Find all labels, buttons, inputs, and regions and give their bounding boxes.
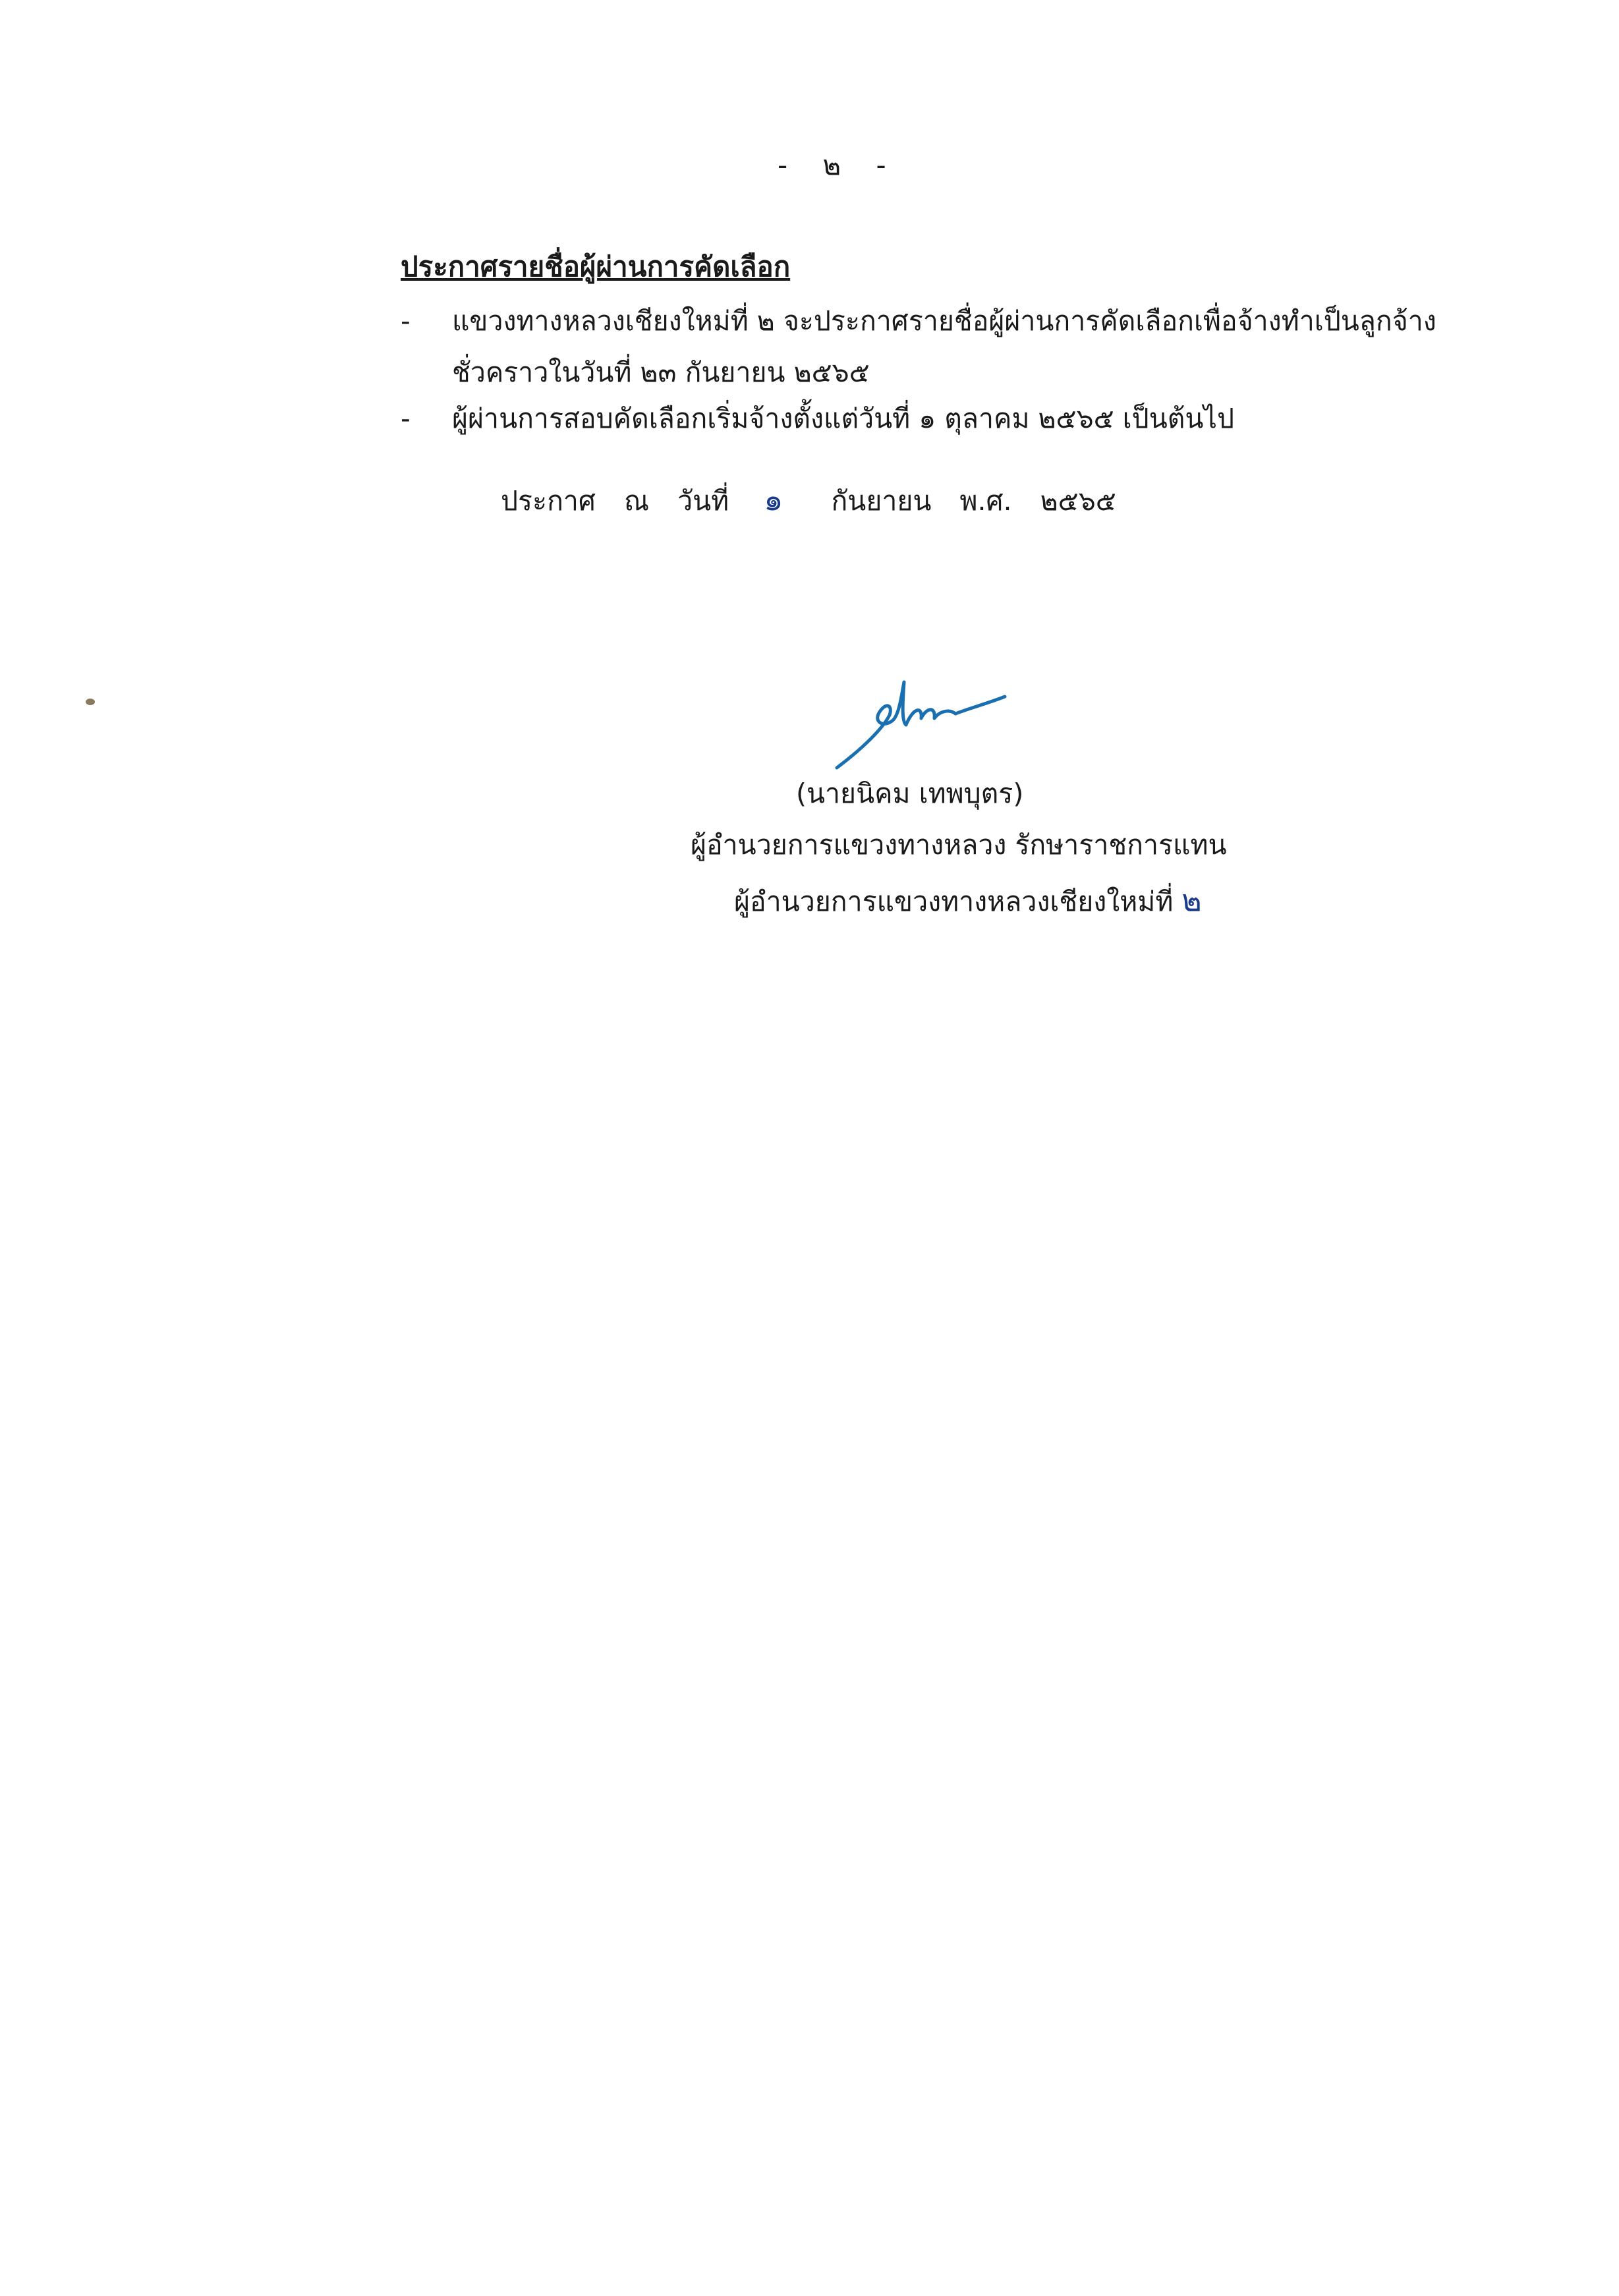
- signature-image: [824, 669, 1008, 781]
- signatory-position-2-text: ผู้อำนวยการแขวงทางหลวงเชียงใหม่ที่: [734, 886, 1174, 917]
- bullet-item-2-line-1: ผู้ผ่านการสอบคัดเลือกเริ่มจ้างตั้งแต่วันที่ ๑ ตุลาคม ๒๕๖๕ เป็นต้นไป: [452, 403, 1235, 434]
- issued-era: พ.ศ.: [959, 485, 1012, 517]
- issued-day-label: วันที่: [677, 485, 729, 517]
- bullet-item-1-line-1: แขวงทางหลวงเชียงใหม่ที่ ๒ จะประกาศรายชื่อผู้ผ่านการคัดเลือกเพื่อจ้างทำเป็นลูกจ้าง: [452, 305, 1436, 337]
- bullet-item-1: [452, 295, 1480, 398]
- issued-date-line: [501, 476, 1116, 524]
- bullet-marker: -: [401, 305, 411, 337]
- paper-speck: [86, 699, 95, 705]
- issued-day-handwritten: ๑: [764, 482, 783, 517]
- page-number: - ๒ -: [778, 149, 899, 181]
- issued-prefix: ประกาศ: [501, 485, 596, 517]
- bullet-item-2: [452, 393, 1480, 444]
- issued-month: กันยายน: [831, 485, 932, 517]
- signatory-position-2: [734, 876, 1202, 925]
- signatory-position-2-number: ๒: [1181, 882, 1202, 918]
- issued-na: ณ: [624, 485, 650, 517]
- bullet-marker: -: [401, 403, 411, 434]
- signatory-position-1: ผู้อำนวยการแขวงทางหลวง รักษาราชการแทน: [691, 829, 1227, 861]
- signatory-name: (นายนิคม เทพบุตร): [796, 778, 1024, 809]
- bullet-item-1-line-2: ชั่วคราวในวันที่ ๒๓ กันยายน ๒๕๖๕: [452, 357, 870, 388]
- section-heading: ประกาศรายชื่อผู้ผ่านการคัดเลือก: [401, 250, 791, 283]
- issued-year: ๒๕๖๕: [1040, 485, 1116, 517]
